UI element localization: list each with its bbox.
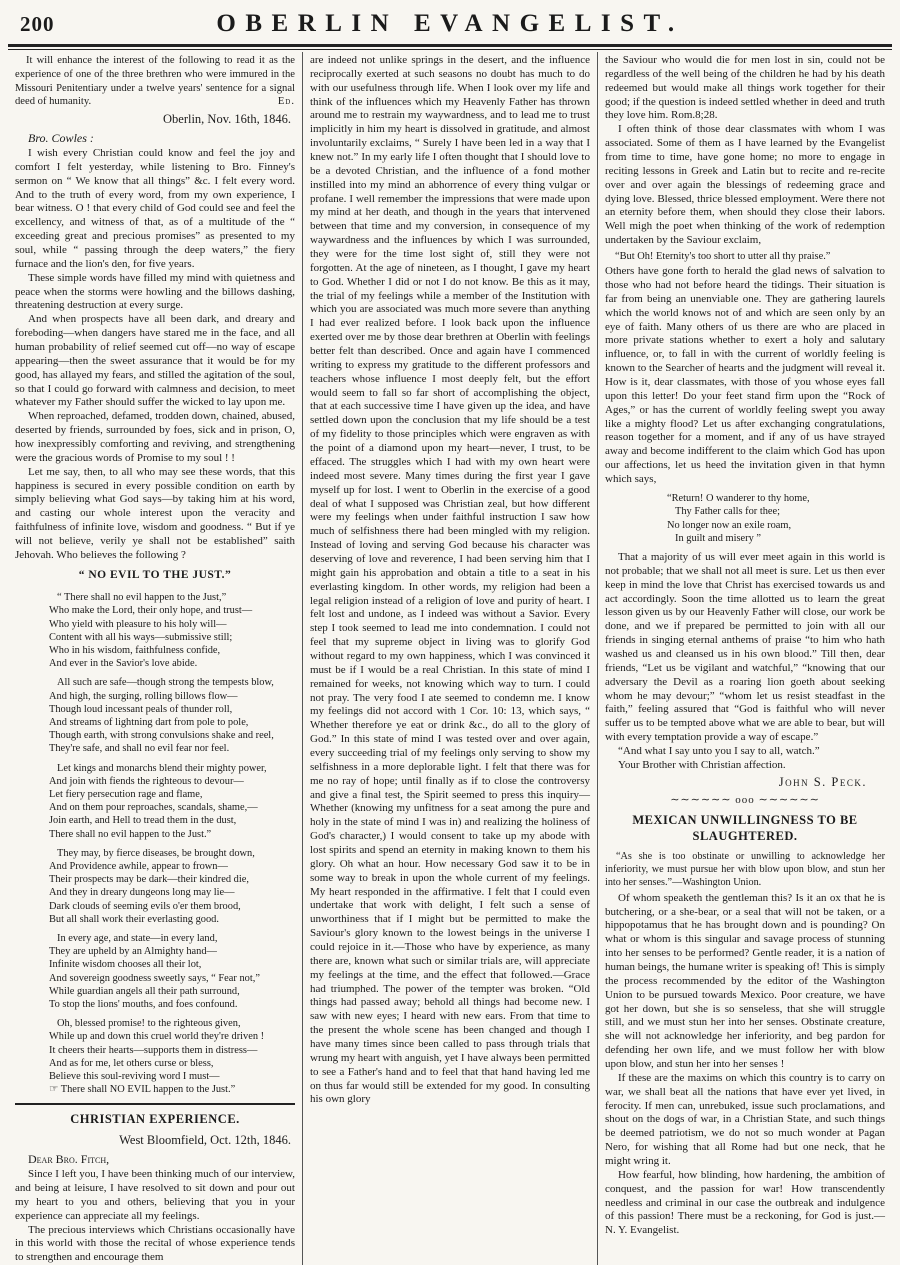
article-heading: MEXICAN UNWILLINGNESS TO BE SLAUGHTERED. bbox=[632, 813, 858, 844]
letter-dateline: Oberlin, Nov. 16th, 1846. bbox=[163, 112, 291, 127]
poem-line: And join with fiends the righteous to devour— bbox=[49, 775, 244, 787]
poem-line: And they in dreary dungeons long may lie— bbox=[49, 887, 235, 899]
poem-line: And sovereign goodness sweetly says, “ Fear not,” bbox=[49, 972, 260, 984]
poem-line: They're safe, and shall no evil fear nor feel. bbox=[49, 743, 230, 755]
page-number: 200 bbox=[20, 12, 55, 36]
editor-attribution: Ed. bbox=[277, 96, 295, 108]
article-paragraph: How fearful, how blinding, how hardening, the ambition of conquest, and the passion for war! How transcendently needless and criminal in our case the outbreak and indulgence of this passion! There must be a reckoning, for God is just.—N. Y. Evangelist. bbox=[605, 1168, 885, 1237]
poem-line: While up and down this cruel world they're driven ! bbox=[49, 1031, 265, 1043]
poem-line: ☞ There shall NO EVIL happen to the Just.” bbox=[49, 1084, 236, 1096]
poem-line: Their prospects may be dark—their kindred die, bbox=[49, 874, 249, 886]
letter-paragraph: Others have gone forth to herald the glad news of salvation to those who had not before heard the tidings. Their situation is far from being an unenviable one. They are gathering laurels which the world knows not of and which are seen only by an eye of faith. Many others of us there are who are placed in more private stations whether to exert a holy and salutary influence, or, to fall in with the current of worldly feeling is known to the Searcher of hearts and the judgment will reveal it. How is it, dear classmates, with those of you whose eyes fall upon this letter! Do your feet stand firm upon the “Rock of Ages,” or has the current of worldly feeling swept you away like a mighty flood? Let us after exchanging congratulations, reason together for a moment, and if any of us have strayed away and become indifferent to the claim which God has upon our affections, let us heed the invitation given in that hymn which says, bbox=[605, 265, 885, 486]
poem-line: Though earth, with strong convulsions shake and reel, bbox=[49, 730, 274, 742]
letter-paragraph: These simple words have filled my mind with quietness and peace when the storms were howling and the billows dashing, threatening destruction at every surge. bbox=[15, 271, 295, 312]
poem-line: To stop the lions' mouths, and foes confound. bbox=[49, 999, 238, 1011]
column-2 bbox=[302, 52, 597, 1265]
letter-paragraph: Let me say, then, to all who may see these words, that this happiness is secured in every possible condition on earth by simply believing what God says—by taking him at his word, and casting our whole interest upon the veracity and faithfulness of infinite love, wisdom and goodness. “ But if ye will not believe, verily ye shall not be established” saith Jehovah. Who believes the following ? bbox=[15, 465, 295, 561]
poem-line: They may, by fierce diseases, be brought down, bbox=[57, 847, 255, 859]
letter-salutation: Bro. Cowles : bbox=[28, 130, 94, 145]
poem-line: Though loud incessant peals of thunder roll, bbox=[49, 703, 233, 715]
article-heading: CHRISTIAN EXPERIENCE. bbox=[70, 1111, 240, 1126]
poem-line: Who make the Lord, their only hope, and trust— bbox=[49, 605, 253, 617]
poem-line: Who yield with pleasure to his holy will— bbox=[49, 618, 227, 630]
letter-paragraph-continued: the Saviour who would die for men lost in sin, could not be regardless of the well being of the children he had by his death redeemed but would make all things work together for their good; if the question is indeed settled whether in deed and truth they love him. Rom.8;28. bbox=[605, 54, 885, 122]
poem-stanza bbox=[49, 762, 295, 841]
poem-line: “ There shall no evil happen to the Just,” bbox=[57, 592, 227, 604]
poem-line: And streams of lightning dart from pole to pole, bbox=[49, 717, 249, 729]
letter-paragraph: When reproached, defamed, trodden down, chained, abused, deserted by friends, surrounded by foes, sick and in prison, O, how inexpressibly comforting and reviving, and strengthening were the gracious words of Promise to my soul ! ! bbox=[15, 410, 295, 464]
poem-stanza bbox=[49, 676, 295, 755]
poem-line: Let kings and monarchs blend their mighty power, bbox=[57, 762, 267, 774]
letter-paragraph: That a majority of us will ever meet again in this world is not probable; that we shall not all meet is sure. Let us then ever keep in mind the love that Christ has exercised towards us and act accordingly. Soon the time allotted us to learn the great lesson given us by our Heavenly Father will close, our work be done, and we if prepared be permitted to join with all our friends in singing eternal anthems of praise “to him who hath washed us and cleansed us in his own blood.” Till then, dear friends, “Let us be vigilant and watchful,” “knowing that our adversary the Devil as a roaring lion goeth about seeking whom he may devour;” “whom let us resist steadfast in the faith,” feeling assured that “God is faithful who will never suffer us to be tempted above what we are able to bear, but will with every temptation provide a way of escape.” bbox=[605, 550, 885, 744]
hymn-stanza bbox=[667, 492, 885, 546]
poem-stanza bbox=[49, 591, 295, 670]
poem-line: No longer now an exile roam, bbox=[667, 519, 792, 531]
poem-line: Who in his wisdom, faithfulness confide, bbox=[49, 645, 221, 656]
poem-line: In guilt and misery ” bbox=[675, 533, 761, 545]
letter-paragraph: And when prospects have all been dark, and dreary and foreboding—when dangers have stared me in the face, and all human probability of relief seemed cut off—no way of escape appearing—then the sweet assurance that it would be for my good, has allayed my fears, and stilled the agitation of the soul, so that I could go forward with calmness and decision, to meet whatever my Father should suffer the wicked to lay upon me. bbox=[15, 313, 295, 409]
poem-line: And on them pour reproaches, scandals, shame,— bbox=[49, 802, 258, 814]
letter-salutation: Dear Bro. Fitch, bbox=[28, 1152, 110, 1166]
page-header bbox=[8, 6, 892, 40]
poem-line: And ever in the Savior's love abide. bbox=[49, 658, 198, 670]
poem-stanza bbox=[49, 847, 295, 926]
editor-note: It will enhance the interest of the following to read it as the experience of one of the three brethren who were immured in the Missouri Penitentiary under a twelve years' sentence for a signal deed of humanity. Ed. bbox=[15, 55, 295, 108]
article-epigraph: “As she is too obstinate or unwilling to acknowledge her inferiority, we must pursue her with blow upon blow, and stun her into her senses.”—Washington Union. bbox=[605, 850, 885, 889]
poem-line: And high, the surging, rolling billows flow— bbox=[49, 690, 238, 702]
column-3 bbox=[597, 52, 892, 1265]
letter-paragraph: I often think of those dear classmates with whom I was associated. Some of them as I have learned by the Evangelist from time to time, have gone home; no more to engage in reciting lessons in Greek and Latin but to recite and re-recite over and over again the blessings of redeeming grace and dying love. Blessed, thrice blessed employment. Were there not an eternity before them, when should they close their labors. Well migh the poet when thinking of the work of redemption undertaken by the Saviour exclaim, bbox=[605, 123, 885, 247]
poem-line: And as for me, let others curse or bless, bbox=[49, 1057, 214, 1069]
letter-paragraph-continued: are indeed not unlike springs in the desert, and the influence reciprocally exerted at such seasons no doubt has much to do with our usefulness through life. When I look over my life and think of the influences which my Heavenly Father has thrown around me to restrain my waywardness, and to lead me to trust implicitly in him my heart is dissolved in gratitude, and almost involuntarily exclaims, “ Surely I have been led in a way that I knew not.” In my early life I often thought that I should love to be a devoted Christian, and the influence of a fond mother instilled into my mind an abhorrence of every thing vulgar or profane. I well remember the impressions that were made upon my mind at her death, and though in the years that intervened between that time and my conversion, in consequence of my waywardness and the influences by which I was surrounded, they were for the time lost sight of, still they were not forgotten. At the age of nineteen, as I thought, I gave my heart to God. Whether I did or not I do not know. Be this as it may, the trial of my feelings while a member of the Institution with which you are associated was much more severe than anything I had ever realized before. I look back upon the influence exerted over me by those dear brethren at Oberlin with feelings better felt than described. Once and again have I commenced writing to express my gratitude to the different professors and teachers whose influence I most deeply felt, but the effort would seem to fall so far short of accomplishing the object, that at each successive time I have given up the idea, and have settled down upon the conclusion that my life should be a test of my fidelity to those principles which were engraven as with the point of a diamond upon my heart—never, I trust, to be effaced. The struggles which I had with my own heart were indeed most severe. Many times during the first year I gave myself up for lost. I went to Oberlin in the exercise of a good deal of what I supposed was Christian zeal, but how different were my feelings when under faithful instruction I saw how much of selfishness there had been mingled with my religion. Instead of loving and serving God because his character was deserving of love and reverence, I had been serving him that I might gain his approbation and obtain a title to a seat in his everlasting kingdom. In other words, my religion had been a legal religion instead of a religion of love and purity of heart. I felt lost and undone, as I indeed was without a Savior. Every step I took seemed to lead me into condemnation. I could not feel that my supreme object in living was to glorify God without regard to my own happiness, which I was convinced it must be if I would be a real Christian. In this state of mind I remained for weeks, not knowing which way to turn. I could not pray. The very food I ate seemed to condemn me. I know my feelings did not accord with 1 Cor. 10: 13, which says, “ Whether therefore ye eat or drink &c., do all to the glory of God.” In this state of mind I was tested over and over again, every succeeding trial of my feelings only serving to show my selfishness in a more deplorable light. I felt that there was for me no ray of hope; until finally as if to close the controversy and give a final test, the Spirit seemed to press this inquiry—Whether (knowing my unfitness for a seat among the pure and holy in the state of mind I was in) and realizing the holiness of God's character,) I would consent to take up my abode with lost spirits and spend an eternity in making known to them his glory. Oh what an hour. How necessary God saw it to be in some way to break in upon the whole current of my feelings. My heart responded in the affirmative. I felt that I could even undertake that work with delight, I felt such a sense of unworthiness that if I might but be permitted to make the Saviour's glory known to the lowest beings in the universe I could rejoice in it.—Those who have by experience, as many there are, known what such or similar trials are, will appreciate my feelings at the time, and the effect that followed.—Grace had triumphed. The power of the tempter was broken. “Old things had passed away; behold all things had become new. I saw with new eyes; I heard with new ears. From that time to the present the whole scene has been changed and though I have many times since been called to pass through trials that wrung my heart with anguish, yet I have always been permitted to see a Father's hand and to feel that that hand having led me on thus far would still be extended for my good. In consulting his own glory bbox=[310, 54, 590, 1106]
poem-line: All such are safe—though strong the tempests blow, bbox=[57, 677, 274, 689]
poem-line: In every age, and state—in every land, bbox=[57, 933, 218, 945]
poem-line: Thy Father calls for thee; bbox=[675, 506, 781, 518]
letter-closing-line: Your Brother with Christian affection. bbox=[618, 758, 786, 771]
poem-line: Let fiery persecution rage and flame, bbox=[49, 789, 203, 801]
letter-paragraph: I wish every Christian could know and feel the joy and comfort I felt yesterday, while listening to Bro. Finney's sermon on “ We know that all things” &c. I felt every word. And to the truth of every word, from my own experience, I bear witness. O ! that every child of God could see and feel the excellency, and witness of that, as of a multitude of the “ exceeding great and precious promises” as presented to my soul, while “ passing through the deep waters,” the fiery furnace and the lion's den, for five years. bbox=[15, 146, 295, 270]
poetry-quote: “But Oh! Eternity's too short to utter all thy praise.” bbox=[615, 251, 831, 263]
poem-stanza bbox=[49, 1017, 295, 1096]
poem-line: Infinite wisdom chooses all their lot, bbox=[49, 959, 202, 971]
poem-line: Join earth, and Hell to tread them in the dust, bbox=[49, 815, 237, 827]
column-1 bbox=[8, 52, 302, 1265]
letter-paragraph: The precious interviews which Christians occasionally have in this world with those the recital of whose experience tends to strengthen and encourage them bbox=[15, 1223, 295, 1264]
poem-title: “ NO EVIL TO THE JUST.” bbox=[78, 568, 232, 581]
letter-closing-line: “And what I say unto you I say to all, watch.” bbox=[618, 744, 820, 757]
poem-stanza bbox=[49, 932, 295, 1011]
poem-line: Believe this soul-reviving word I must— bbox=[49, 1071, 220, 1083]
letter-dateline: West Bloomfield, Oct. 12th, 1846. bbox=[119, 1133, 291, 1148]
header-rule bbox=[8, 44, 892, 50]
section-rule bbox=[15, 1103, 295, 1105]
poem-line: Oh, blessed promise! to the righteous given, bbox=[57, 1018, 241, 1030]
ornament-divider: ∼∼∼∼∼∼ ooo ∼∼∼∼∼∼ bbox=[670, 794, 820, 807]
poem-line: And Providence awhile, appear to frown— bbox=[49, 861, 228, 873]
poem-line: There shall no evil happen to the Just.” bbox=[49, 828, 212, 840]
masthead-title: OBERLIN EVANGELIST. bbox=[216, 10, 684, 37]
poem-line: While guardian angels all their path surround, bbox=[49, 985, 240, 997]
poem-line: Content with all his ways—submissive still; bbox=[49, 631, 233, 643]
poem-line: They are upheld by an Almighty hand— bbox=[49, 946, 217, 958]
poem-line: It cheers their hearts—supports them in distress— bbox=[49, 1044, 258, 1056]
poem-line: “Return! O wanderer to thy home, bbox=[667, 492, 810, 504]
article-paragraph: If these are the maxims on which this country is to carry on war, we shall beat all the nations that have ever yet lived, in ferocity. If men can, unrebuked, issue such proclamations, and shout on the dogs of war, in a Christian State, and such things be deemed patriotism, we do not so much wonder at Pagan Nero, for wishing that all Rome had but one neck, that he might wring it. bbox=[605, 1071, 885, 1168]
poem-line: Dark clouds of seeming evils o'er them brood, bbox=[49, 900, 241, 912]
article-paragraph: Of whom speaketh the gentleman this? Is it an ox that he is butchering, or a she-bear, or a seal that will not be taken, or a hippopotamus that he has brought down and is pounding? On what or whom is this singular and savage process of stunning into her senses to be performed? Gentle reader, it is a nation of human beings, the humane writer is speaking of! This is simply the process recommended by the editor of the Washington Union to be pursued towards Mexico. Poor creature, we have got her down, but she is so senseless, that she will struggle still, and we must stun her into her senses. Obstinate creature, she will not acknowledge her inferiority, and beg pardon for defending her own life, and we must follow her with blow upon blow, and stun her into her senses ! bbox=[605, 891, 885, 1071]
poem-line: But all shall work their everlasting good. bbox=[49, 913, 219, 925]
letter-signature: John S. Peck. bbox=[778, 774, 867, 789]
letter-paragraph: Since I left you, I have been thinking much of our interview, and being at leisure, I have resolved to sit down and pour out my heart to you and others, believing that you in your experience can appreciate all my feelings. bbox=[15, 1168, 295, 1222]
column-layout bbox=[8, 52, 892, 1265]
